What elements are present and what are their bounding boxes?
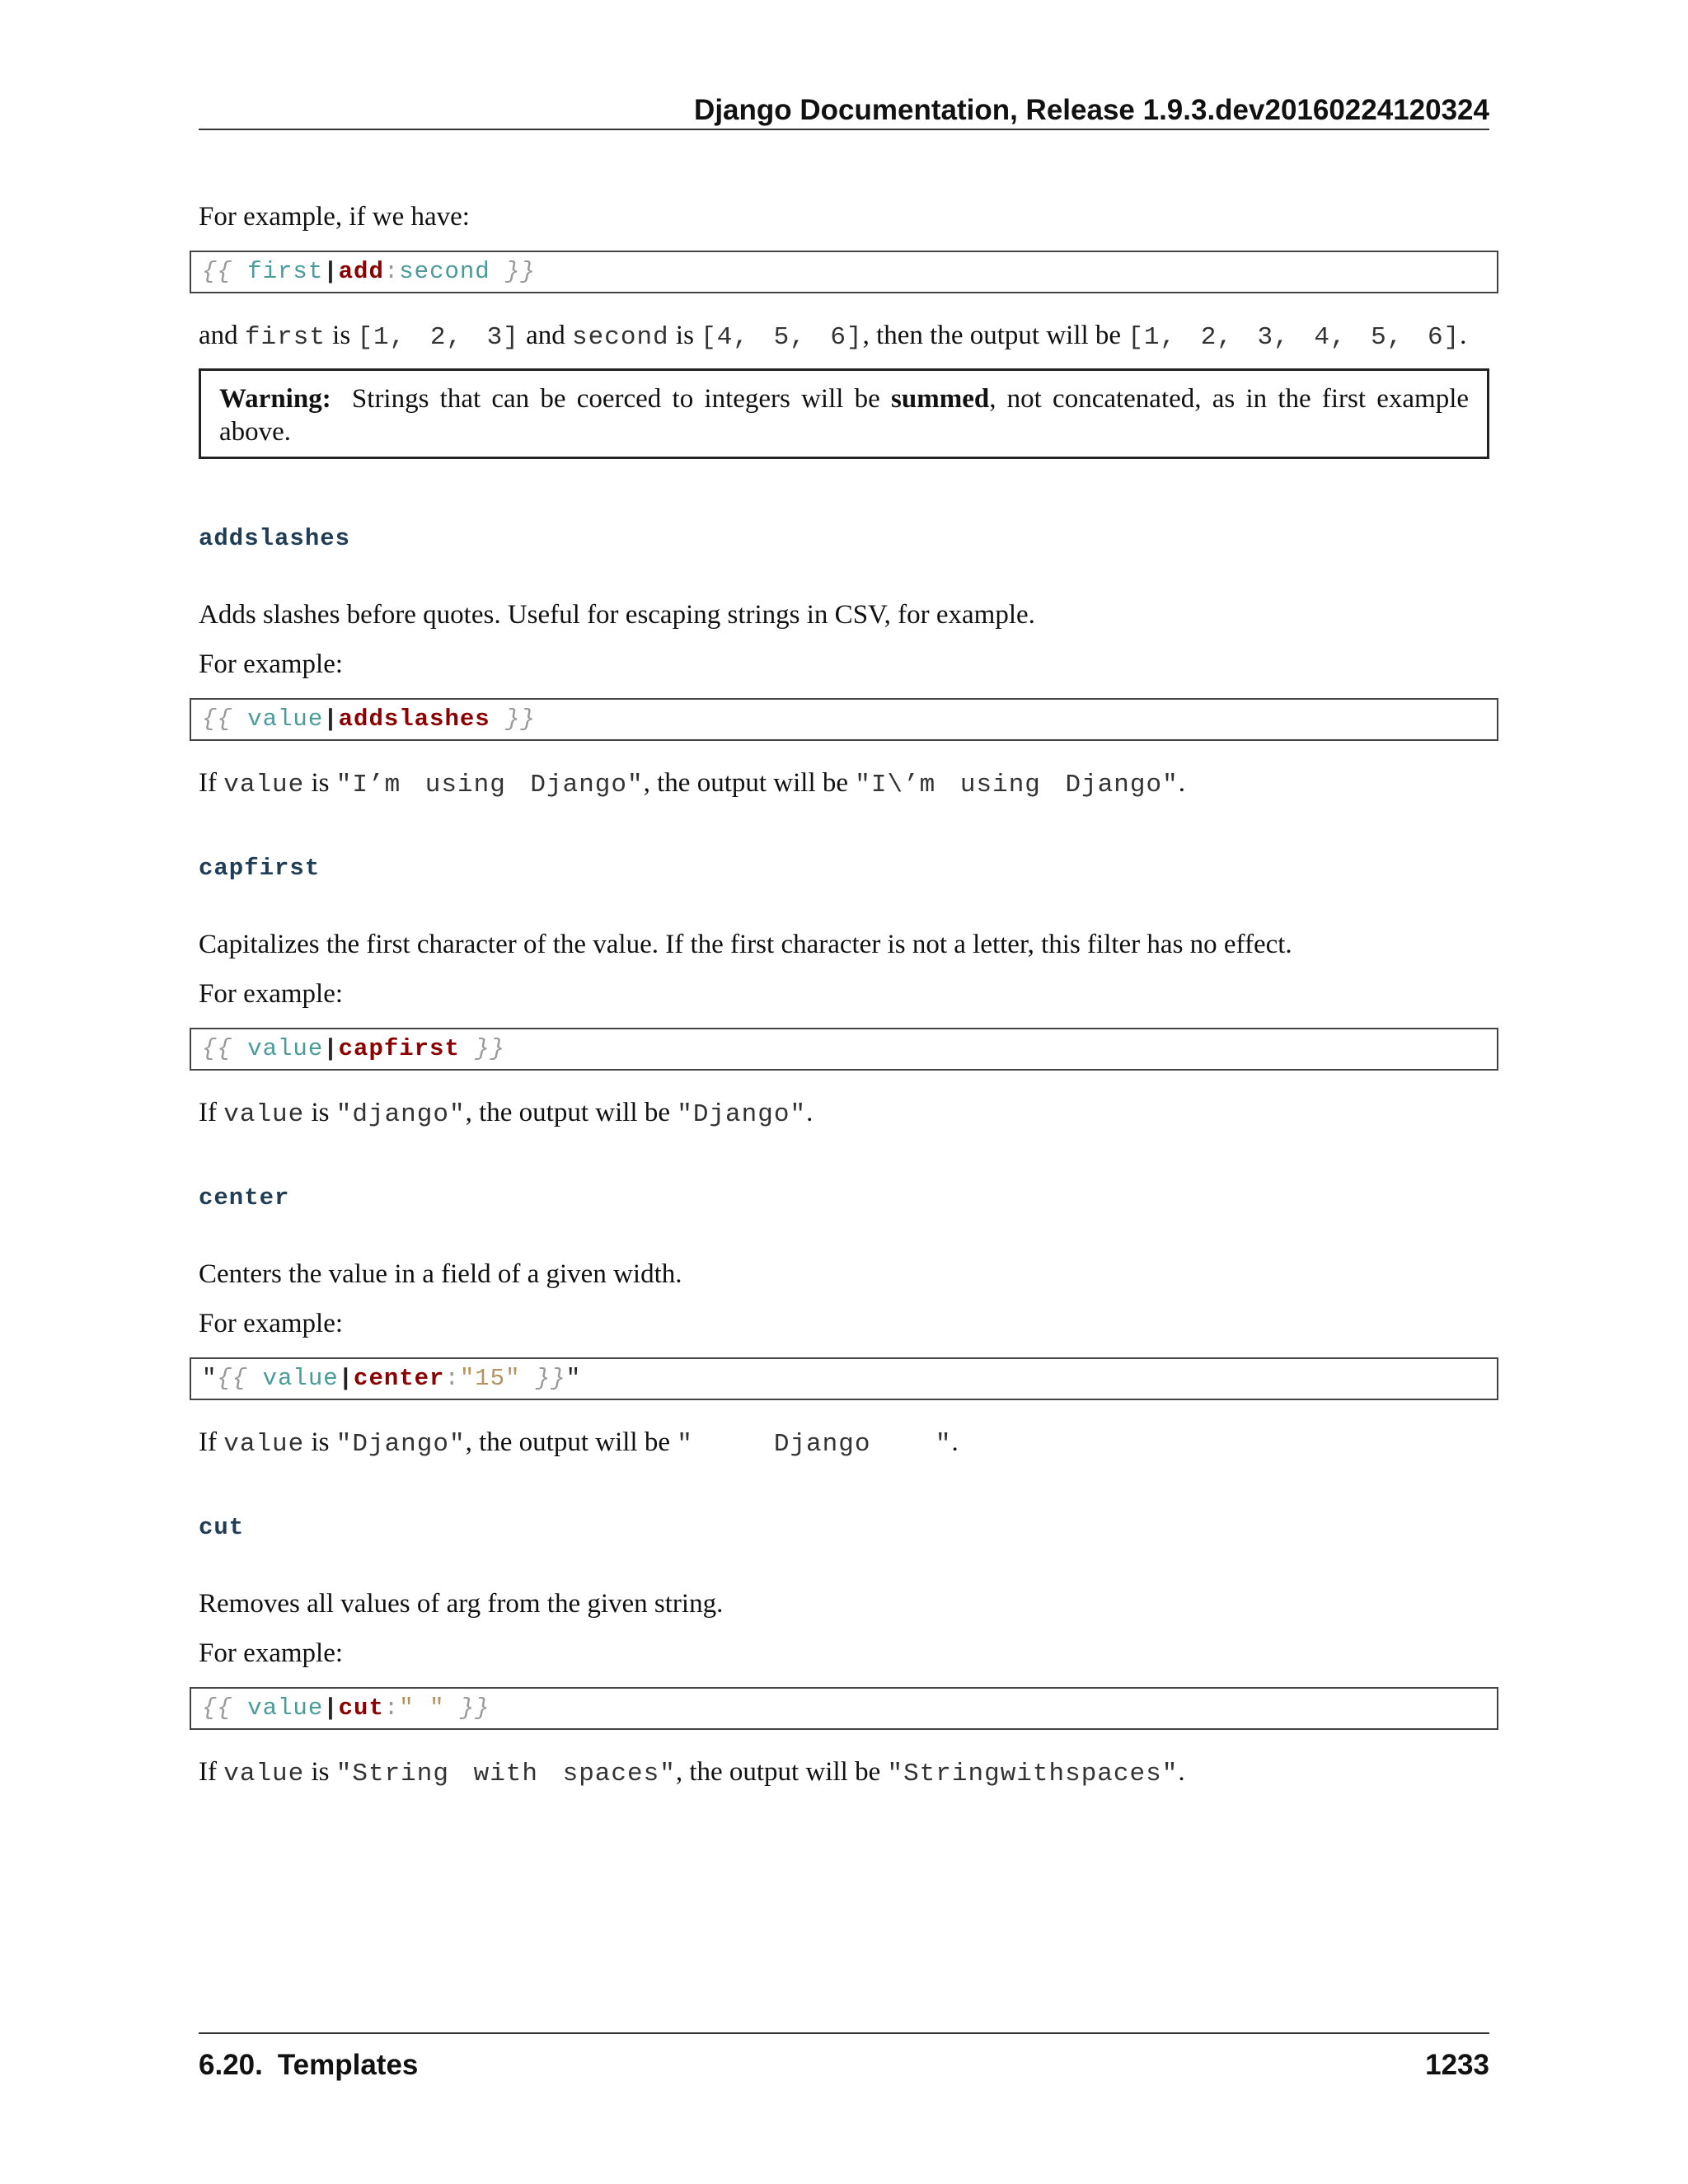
- warning-admonition: [199, 368, 1489, 459]
- code-open-tag: {{: [202, 1694, 232, 1722]
- code-filter: addslashes: [338, 705, 490, 733]
- result-text: , the output will be: [643, 768, 856, 798]
- addslashes-for-example: For example:: [199, 649, 344, 679]
- warning-title: Warning:: [219, 384, 331, 414]
- intro-result: [199, 319, 1489, 354]
- code-filter: center: [354, 1365, 445, 1392]
- result-text: is: [325, 321, 358, 350]
- capfirst-result: [199, 1096, 1489, 1132]
- code-filter: add: [338, 258, 384, 285]
- code-pipe: |: [323, 705, 339, 733]
- addslashes-description: Adds slashes before quotes. Useful for escaping strings in CSV, for example.: [199, 600, 1035, 630]
- result-code: value: [223, 771, 305, 799]
- code-pipe: |: [338, 1365, 354, 1392]
- code-colon: :: [444, 1365, 460, 1392]
- result-text: , the output will be: [465, 1427, 678, 1457]
- center-result: [199, 1426, 1489, 1461]
- result-text: .: [806, 1098, 814, 1127]
- result-text: is: [304, 1427, 336, 1457]
- running-header: [199, 91, 1489, 130]
- footer-section: [199, 2049, 418, 2082]
- result-text: .: [1460, 321, 1467, 350]
- result-code: [4, 5, 6]: [701, 323, 863, 352]
- page-number: 1233: [1425, 2049, 1489, 2081]
- code-quote: ": [202, 1365, 218, 1392]
- result-text: If: [199, 1427, 224, 1457]
- result-code: " Django ": [677, 1430, 952, 1459]
- result-code: [1, 2, 3, 4, 5, 6]: [1128, 323, 1461, 352]
- code-close-tag: }}: [505, 705, 536, 733]
- running-footer: [199, 2032, 1489, 2082]
- result-text: If: [199, 1757, 224, 1787]
- code-quote: ": [565, 1365, 582, 1392]
- code-open-tag: {{: [202, 1035, 232, 1062]
- result-code: "django": [335, 1100, 466, 1129]
- result-text: , then the output will be: [862, 321, 1128, 350]
- result-text: is: [304, 1757, 336, 1787]
- result-text: is: [668, 321, 701, 350]
- result-code: value: [223, 1430, 305, 1459]
- code-filter: cut: [338, 1694, 384, 1722]
- result-code: "Django": [677, 1100, 807, 1129]
- result-code: first: [244, 323, 326, 352]
- section-heading-center: center: [199, 1184, 290, 1212]
- result-code: "I\’m using Django": [855, 771, 1179, 799]
- section-heading-cut: cut: [199, 1514, 245, 1541]
- result-code: [1, 2, 3]: [357, 323, 519, 352]
- intro-lead: For example, if we have:: [199, 202, 470, 232]
- result-text: is: [304, 1098, 336, 1127]
- code-argument: "15": [459, 1365, 521, 1392]
- code-argument: second: [399, 258, 490, 285]
- code-close-tag: }}: [505, 258, 536, 285]
- warning-text: , not concatenated, as in the first example above.: [219, 384, 1470, 447]
- warning-text: Strings that can be coerced to integers will be: [351, 384, 892, 414]
- code-variable: value: [247, 705, 324, 733]
- cut-description: Removes all values of arg from the given string.: [199, 1589, 724, 1619]
- result-code: value: [223, 1760, 305, 1788]
- code-colon: :: [383, 258, 400, 285]
- result-text: is: [304, 768, 336, 798]
- capfirst-for-example: For example:: [199, 979, 344, 1009]
- result-text: .: [1178, 1757, 1185, 1787]
- header-title: Django Documentation, Release 1.9.3.dev20160224120324: [694, 94, 1489, 126]
- result-code: "Django": [335, 1430, 466, 1459]
- code-block-add: [190, 251, 1498, 293]
- result-text: If: [199, 1098, 224, 1127]
- cut-result: [199, 1755, 1489, 1791]
- footer-section-number: 6.20.: [199, 2049, 263, 2081]
- code-pipe: |: [323, 258, 339, 285]
- center-description: Centers the value in a field of a given width.: [199, 1259, 682, 1289]
- code-filter: capfirst: [338, 1035, 460, 1062]
- code-pipe: |: [323, 1694, 339, 1722]
- section-heading-capfirst: capfirst: [199, 855, 321, 882]
- section-heading-addslashes: addslashes: [199, 525, 351, 552]
- result-code: value: [223, 1100, 305, 1129]
- code-block-capfirst: [190, 1028, 1498, 1071]
- result-code: second: [572, 323, 669, 352]
- result-text: .: [951, 1427, 959, 1457]
- result-text: and: [518, 321, 573, 350]
- cut-for-example: For example:: [199, 1638, 344, 1668]
- result-text: , the output will be: [465, 1098, 678, 1127]
- code-block-cut: [190, 1687, 1498, 1730]
- code-variable: value: [262, 1365, 339, 1392]
- code-variable: first: [247, 258, 324, 285]
- result-text: , the output will be: [675, 1757, 888, 1787]
- code-close-tag: }}: [535, 1365, 566, 1392]
- code-close-tag: }}: [459, 1694, 490, 1722]
- result-text: If: [199, 768, 224, 798]
- code-block-addslashes: [190, 698, 1498, 741]
- footer-section-title: Templates: [277, 2049, 419, 2081]
- code-variable: value: [247, 1694, 324, 1722]
- result-code: "Stringwithspaces": [887, 1760, 1179, 1788]
- code-colon: :: [383, 1694, 400, 1722]
- warning-emphasis: summed: [891, 384, 990, 414]
- code-open-tag: {{: [202, 705, 232, 733]
- center-for-example: For example:: [199, 1309, 344, 1338]
- capfirst-description: Capitalizes the first character of the value. If the first character is not a letter, this filter has no effect.: [199, 930, 1292, 959]
- code-variable: value: [247, 1035, 324, 1062]
- result-text: .: [1178, 768, 1185, 798]
- result-code: "String with spaces": [335, 1760, 676, 1788]
- code-open-tag: {{: [202, 258, 232, 285]
- code-close-tag: }}: [475, 1035, 506, 1062]
- result-code: "I’m using Django": [335, 771, 644, 799]
- code-open-tag: {{: [217, 1365, 248, 1392]
- addslashes-result: [199, 766, 1489, 802]
- code-pipe: |: [323, 1035, 339, 1062]
- result-text: and: [199, 321, 245, 350]
- code-argument: " ": [399, 1694, 445, 1722]
- code-block-center: [190, 1357, 1498, 1400]
